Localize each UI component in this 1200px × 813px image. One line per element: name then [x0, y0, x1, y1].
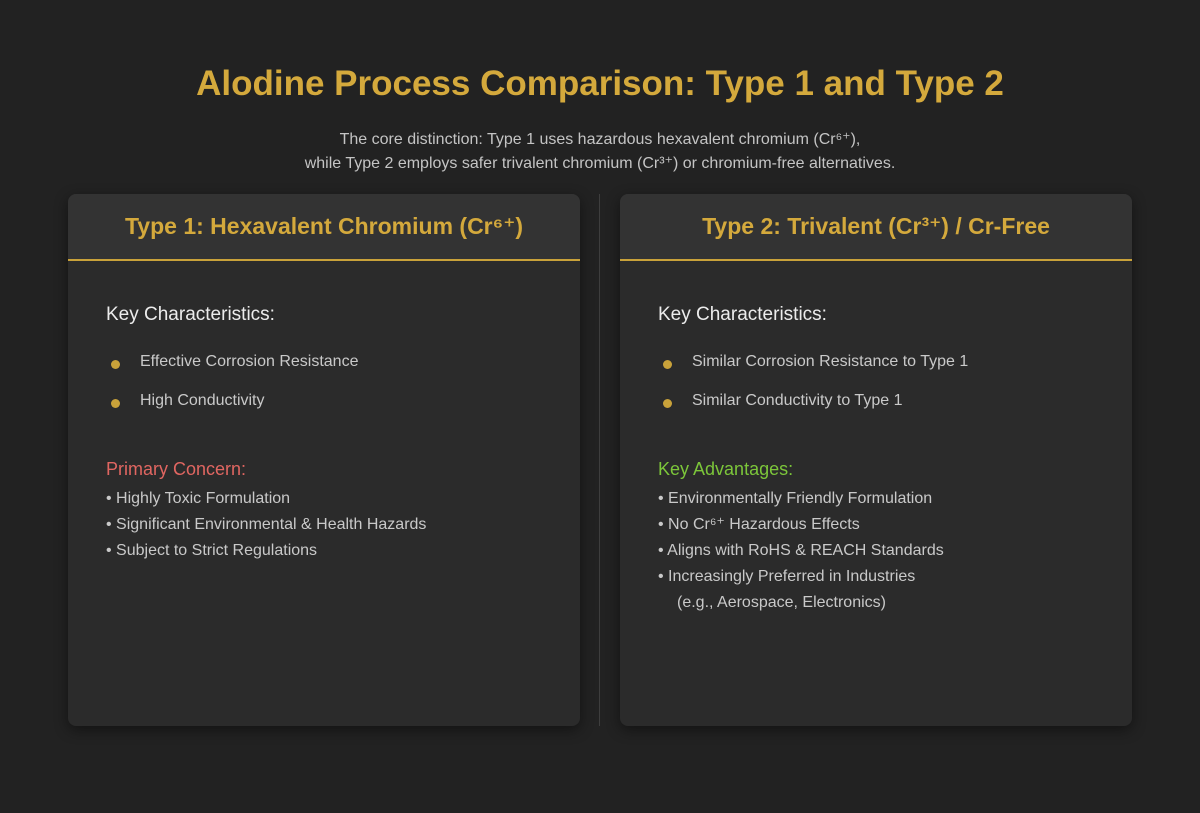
- type1-concern-1: • Highly Toxic Formulation: [106, 490, 291, 507]
- type1-card-header: [68, 194, 580, 261]
- type2-advantages-heading: Key Advantages:: [658, 459, 794, 479]
- type1-concern-list: [106, 486, 542, 564]
- type2-advantages-list: [658, 486, 1094, 616]
- list-item: [106, 381, 542, 420]
- type2-characteristics-label: Key Characteristics:: [658, 304, 827, 325]
- type1-title: Type 1: Hexavalent Chromium (Cr⁶⁺): [124, 213, 524, 239]
- bullet-dot-icon: [111, 360, 120, 369]
- type2-characteristic-2: Similar Conductivity to Type 1: [692, 391, 903, 409]
- type2-advantage-4-text: • Increasingly Preferred in Industries: [658, 568, 916, 585]
- type2-characteristic-1: Similar Corrosion Resistance to Type 1: [692, 352, 969, 370]
- column-divider: [599, 194, 600, 726]
- type1-characteristics-label: Key Characteristics:: [106, 304, 275, 325]
- type2-characteristics-list: [658, 342, 1094, 420]
- subtitle-line-1: The core distinction: Type 1 uses hazardous hexavalent chromium (Cr⁶⁺),: [339, 131, 861, 148]
- type2-advantage-4: [658, 564, 1094, 616]
- type2-advantage-1: • Environmentally Friendly Formulation: [658, 490, 933, 507]
- bullet-dot-icon: [663, 360, 672, 369]
- type1-concern-2: • Significant Environmental & Health Hazards: [106, 516, 427, 533]
- type2-advantage-example: (e.g., Aerospace, Electronics): [677, 594, 886, 611]
- bullet-dot-icon: [663, 399, 672, 408]
- list-item: [106, 342, 542, 381]
- list-item: [658, 342, 1094, 381]
- type1-characteristic-1: Effective Corrosion Resistance: [140, 352, 359, 370]
- type1-concern-3: • Subject to Strict Regulations: [106, 542, 318, 559]
- type2-card: [620, 194, 1132, 726]
- type2-card-body: [620, 261, 1132, 616]
- type1-concern-heading: Primary Concern:: [106, 459, 247, 479]
- type2-advantage-2: • No Cr⁶⁺ Hazardous Effects: [658, 516, 860, 533]
- type1-card: [68, 194, 580, 726]
- page-subtitle: [0, 128, 1200, 176]
- bullet-dot-icon: [111, 399, 120, 408]
- page-title: Alodine Process Comparison: Type 1 and Type 2: [196, 64, 1004, 103]
- subtitle-line-2: while Type 2 employs safer trivalent chromium (Cr³⁺) or chromium-free alternatives.: [304, 155, 896, 172]
- type2-title: Type 2: Trivalent (Cr³⁺) / Cr-Free: [702, 213, 1050, 239]
- list-item: [658, 381, 1094, 420]
- type2-advantage-3: • Aligns with RoHS & REACH Standards: [658, 542, 944, 559]
- type1-characteristics-list: [106, 342, 542, 420]
- type2-card-header: [620, 194, 1132, 261]
- type1-characteristic-2: High Conductivity: [140, 391, 265, 409]
- type1-card-body: [68, 261, 580, 564]
